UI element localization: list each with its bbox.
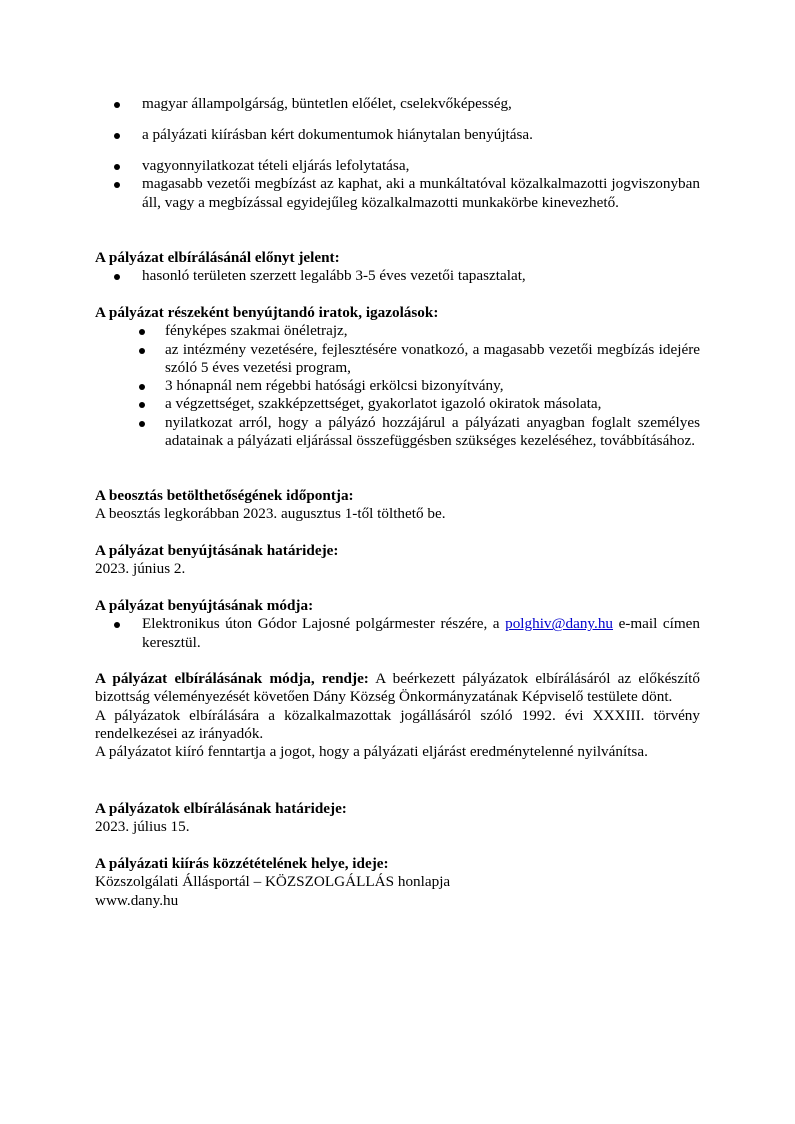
section-heading: A pályázati kiírás közzétételének helye, ideje: — [95, 855, 389, 872]
section-text: 2023. július 15. — [95, 818, 190, 836]
section-text: A pályázatot kiíró fenntartja a jogot, hogy a pályázati eljárást eredménytelenné nyilvánítsa. — [95, 743, 648, 761]
advantage-section — [95, 249, 700, 286]
list-item — [95, 175, 700, 212]
list-item-text: nyilatkozat arról, hogy a pályázó hozzájárul a pályázati anyagban foglalt személyes adatainak a pályázati eljárással összefüggésben szükséges kezeléséhez, továbbításához. — [165, 413, 700, 450]
list-item — [95, 267, 700, 285]
list-item-text: Elektronikus úton Gódor Lajosné polgármester részére, a — [142, 615, 500, 633]
bullet-icon — [114, 274, 120, 280]
list-item-text: vagyonnyilatkozat tételi eljárás lefolytatása, — [142, 157, 410, 174]
list-item — [95, 95, 700, 113]
bullet-icon — [114, 182, 120, 188]
section-heading: A pályázat elbírálásánál előnyt jelent: — [95, 249, 340, 266]
section-heading: A beosztás betölthetőségének időpontja: — [95, 487, 354, 504]
start-date-section — [95, 487, 700, 524]
list-item-text: hasonló területen szerzett legalább 3-5 éves vezetői tapasztalat, — [142, 267, 526, 285]
section-heading: A pályázat benyújtásának módja: — [95, 597, 314, 614]
section-text: A beosztás legkorábban 2023. augusztus 1-től tölthető be. — [95, 505, 446, 523]
email-link[interactable]: polghiv@dany.hu — [505, 615, 614, 633]
list-item-text: magasabb vezetői megbízást az kaphat, aki a munkáltatóval közalkalmazotti jogviszonyban áll, vagy a megbízással egyidejűleg közalkalmazotti munkakörbe kinevezhető. — [142, 175, 700, 211]
section-heading: A pályázat elbírálásának módja, rendje: — [95, 670, 369, 687]
list-item — [95, 341, 700, 378]
bullet-icon — [139, 384, 145, 390]
list-item-text: e-mail címen keresztül. — [142, 615, 701, 651]
list-item — [95, 126, 700, 144]
requirements-list — [95, 95, 700, 113]
list-item — [95, 414, 700, 451]
bullet-icon — [114, 133, 120, 139]
list-item-text: a pályázati kiírásban kért dokumentumok hiánytalan benyújtása. — [142, 126, 533, 143]
section-text: www.dany.hu — [95, 891, 179, 909]
bullet-icon — [139, 402, 145, 408]
bullet-icon — [114, 164, 120, 170]
bullet-icon — [114, 622, 120, 628]
list-item-text: az intézmény vezetésére, fejlesztésére vonatkozó, a magasabb vezetői megbízás idejére szóló 5 éves vezetési program, — [165, 340, 700, 376]
section-paragraph — [95, 670, 700, 707]
section-text: A pályázatok elbírálására a közalkalmazottak jogállásáról szóló 1992. évi XXXIII. törvény rendelkezései az irányadók. — [95, 706, 700, 742]
section-heading: A pályázat benyújtásának határideje: — [95, 542, 339, 559]
section-heading: A pályázatok elbírálásának határideje: — [95, 800, 347, 817]
list-item-text: magyar állampolgárság, büntetlen előélet, cselekvőképesség, — [142, 95, 512, 112]
list-item-text: fényképes szakmai önéletrajz, — [165, 322, 348, 340]
list-item-text: a végzettséget, szakképzettséget, gyakorlatot igazoló okiratok másolata, — [165, 395, 602, 413]
requirements-list — [95, 126, 700, 144]
bullet-icon — [139, 348, 145, 354]
documents-section — [95, 304, 700, 450]
list-item-text: 3 hónapnál nem régebbi hatósági erkölcsi bizonyítvány, — [165, 377, 504, 395]
deadline-section — [95, 542, 700, 579]
section-text: 2023. június 2. — [95, 560, 186, 578]
list-item — [95, 377, 700, 395]
section-text: A beérkezett pályázatok elbírálásáról az előkészítő bizottság véleményezését követően Dány Község Önkormányzatának Képviselő testülete dönt. — [95, 670, 700, 706]
bullet-icon — [114, 102, 120, 108]
bullet-icon — [139, 421, 145, 427]
list-item — [95, 395, 700, 413]
evaluation-deadline-section — [95, 800, 700, 837]
section-heading: A pályázat részeként benyújtandó iratok, igazolások: — [95, 304, 439, 321]
list-item — [95, 615, 700, 652]
publication-section — [95, 855, 700, 910]
requirements-list — [95, 157, 700, 212]
submission-section — [95, 597, 700, 652]
list-item — [95, 322, 700, 340]
list-item — [95, 157, 700, 175]
bullet-icon — [139, 329, 145, 335]
evaluation-section — [95, 670, 700, 761]
section-text: Közszolgálati Állásportál – KÖZSZOLGÁLLÁS honlapja — [95, 873, 451, 891]
